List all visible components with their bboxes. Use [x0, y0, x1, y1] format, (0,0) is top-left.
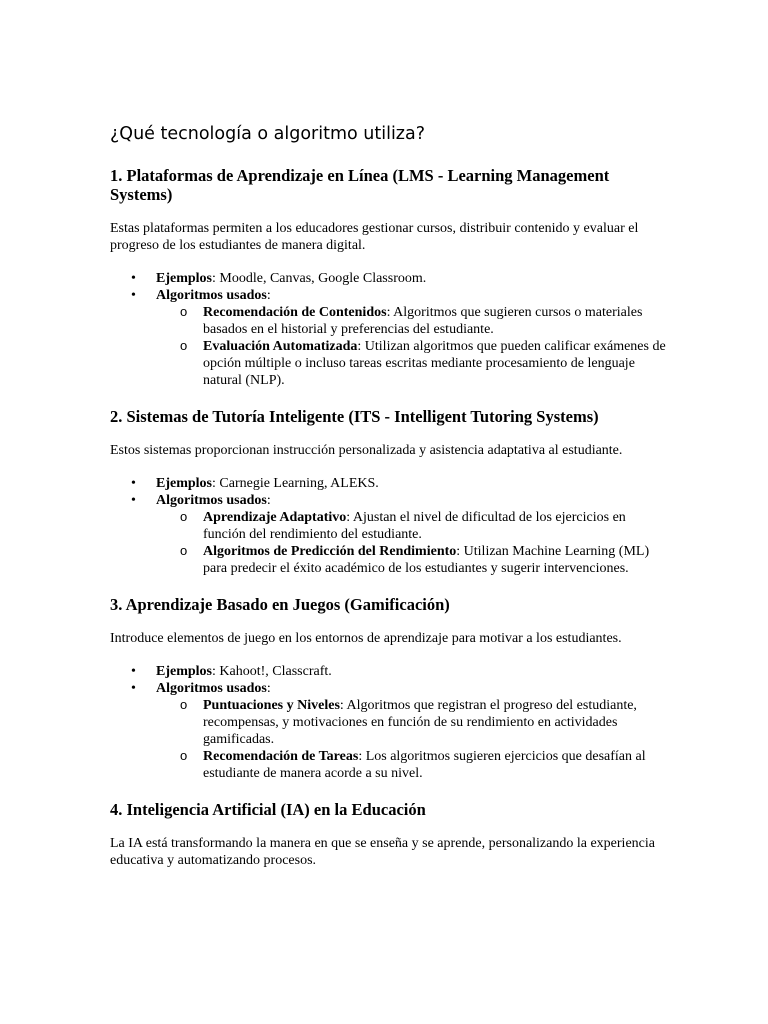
sub-list [156, 509, 670, 577]
section-heading: 2. Sistemas de Tutoría Inteligente (ITS - Intelligent Tutoring Systems) [110, 407, 599, 426]
bullet-dot-icon: • [131, 664, 136, 679]
examples-label: Ejemplos [156, 664, 212, 679]
bullet-list [110, 270, 670, 389]
circle-bullet-icon: o [180, 748, 188, 763]
list-item-algorithms [110, 287, 670, 389]
circle-bullet-icon: o [180, 543, 188, 558]
sub-list-item [156, 697, 670, 748]
bullet-list [110, 475, 670, 577]
algorithm-desc: : Ajustan el nivel de dificultad de los ejercicios en función del rendimiento del estudiante. [203, 510, 626, 542]
bullet-dot-icon: • [131, 288, 136, 303]
list-item-examples [110, 270, 670, 287]
bullet-dot-icon: • [131, 271, 136, 286]
algorithm-desc: : Algoritmos que sugieren cursos o materiales basados en el historial y preferencias del estudiante. [203, 305, 643, 337]
bullet-list [110, 663, 670, 782]
algorithm-name: Aprendizaje Adaptativo [203, 510, 347, 525]
section-intro: Estas plataformas permiten a los educadores gestionar cursos, distribuir contenido y evaluar el progreso de los estudiantes de manera digital. [110, 221, 639, 253]
algorithms-colon: : [266, 681, 271, 696]
algorithms-label: Algoritmos usados [156, 493, 267, 508]
examples-text: : Moodle, Canvas, Google Classroom. [212, 271, 427, 286]
algorithm-name: Puntuaciones y Niveles [203, 698, 340, 713]
list-item-examples [110, 663, 670, 680]
circle-bullet-icon: o [180, 697, 188, 712]
document-body [110, 122, 670, 885]
sub-list-item [156, 543, 670, 577]
list-item-algorithms [110, 492, 670, 577]
examples-text: : Carnegie Learning, ALEKS. [212, 476, 379, 491]
sub-list-item [156, 338, 670, 389]
document-title: ¿Qué tecnología o algoritmo utiliza? [110, 124, 425, 144]
algorithm-name: Recomendación de Tareas [203, 749, 359, 764]
algorithms-colon: : [266, 288, 271, 303]
algorithm-desc: : Utilizan algoritmos que pueden calificar exámenes de opción múltiple o incluso tareas escritas mediante procesamiento de lenguaje natural (NLP). [203, 339, 666, 388]
section-gamification [110, 595, 670, 782]
algorithm-desc: : Algoritmos que registran el progreso del estudiante, recompensas, y motivaciones en función de su rendimiento en actividades gamificadas. [203, 698, 637, 747]
section-lms [110, 166, 670, 389]
section-intro: La IA está transformando la manera en que se enseña y se aprende, personalizando la experiencia educativa y automatizando procesos. [110, 836, 655, 868]
algorithms-label: Algoritmos usados [156, 681, 267, 696]
list-item-algorithms [110, 680, 670, 782]
section-heading: 3. Aprendizaje Basado en Juegos (Gamificación) [110, 595, 450, 614]
sub-list [156, 697, 670, 782]
section-intro: Introduce elementos de juego en los entornos de aprendizaje para motivar a los estudiantes. [110, 631, 622, 646]
bullet-dot-icon: • [131, 681, 136, 696]
sub-list-item [156, 748, 670, 782]
bullet-dot-icon: • [131, 476, 136, 491]
examples-label: Ejemplos [156, 476, 212, 491]
circle-bullet-icon: o [180, 509, 188, 524]
bullet-dot-icon: • [131, 493, 136, 508]
sub-list-item [156, 304, 670, 338]
section-heading: 1. Plataformas de Aprendizaje en Línea (LMS - Learning Management Systems) [110, 166, 610, 204]
sub-list [156, 304, 670, 389]
sub-list-item [156, 509, 670, 543]
algorithm-desc: : Utilizan Machine Learning (ML) para predecir el éxito académico de los estudiantes y sugerir intervenciones. [203, 544, 650, 576]
algorithm-name: Evaluación Automatizada [203, 339, 358, 354]
list-item-examples [110, 475, 670, 492]
section-ai [110, 800, 670, 869]
algorithm-name: Algoritmos de Predicción del Rendimiento [203, 544, 457, 559]
algorithms-colon: : [266, 493, 271, 508]
section-intro: Estos sistemas proporcionan instrucción personalizada y asistencia adaptativa al estudiante. [110, 443, 623, 458]
examples-text: : Kahoot!, Classcraft. [212, 664, 332, 679]
algorithm-desc: : Los algoritmos sugieren ejercicios que desafían al estudiante de manera acorde a su nivel. [203, 749, 646, 781]
section-its [110, 407, 670, 577]
examples-label: Ejemplos [156, 271, 212, 286]
circle-bullet-icon: o [180, 304, 188, 319]
algorithm-name: Recomendación de Contenidos [203, 305, 387, 320]
circle-bullet-icon: o [180, 338, 188, 353]
algorithms-label: Algoritmos usados [156, 288, 267, 303]
section-heading: 4. Inteligencia Artificial (IA) en la Educación [110, 800, 426, 819]
